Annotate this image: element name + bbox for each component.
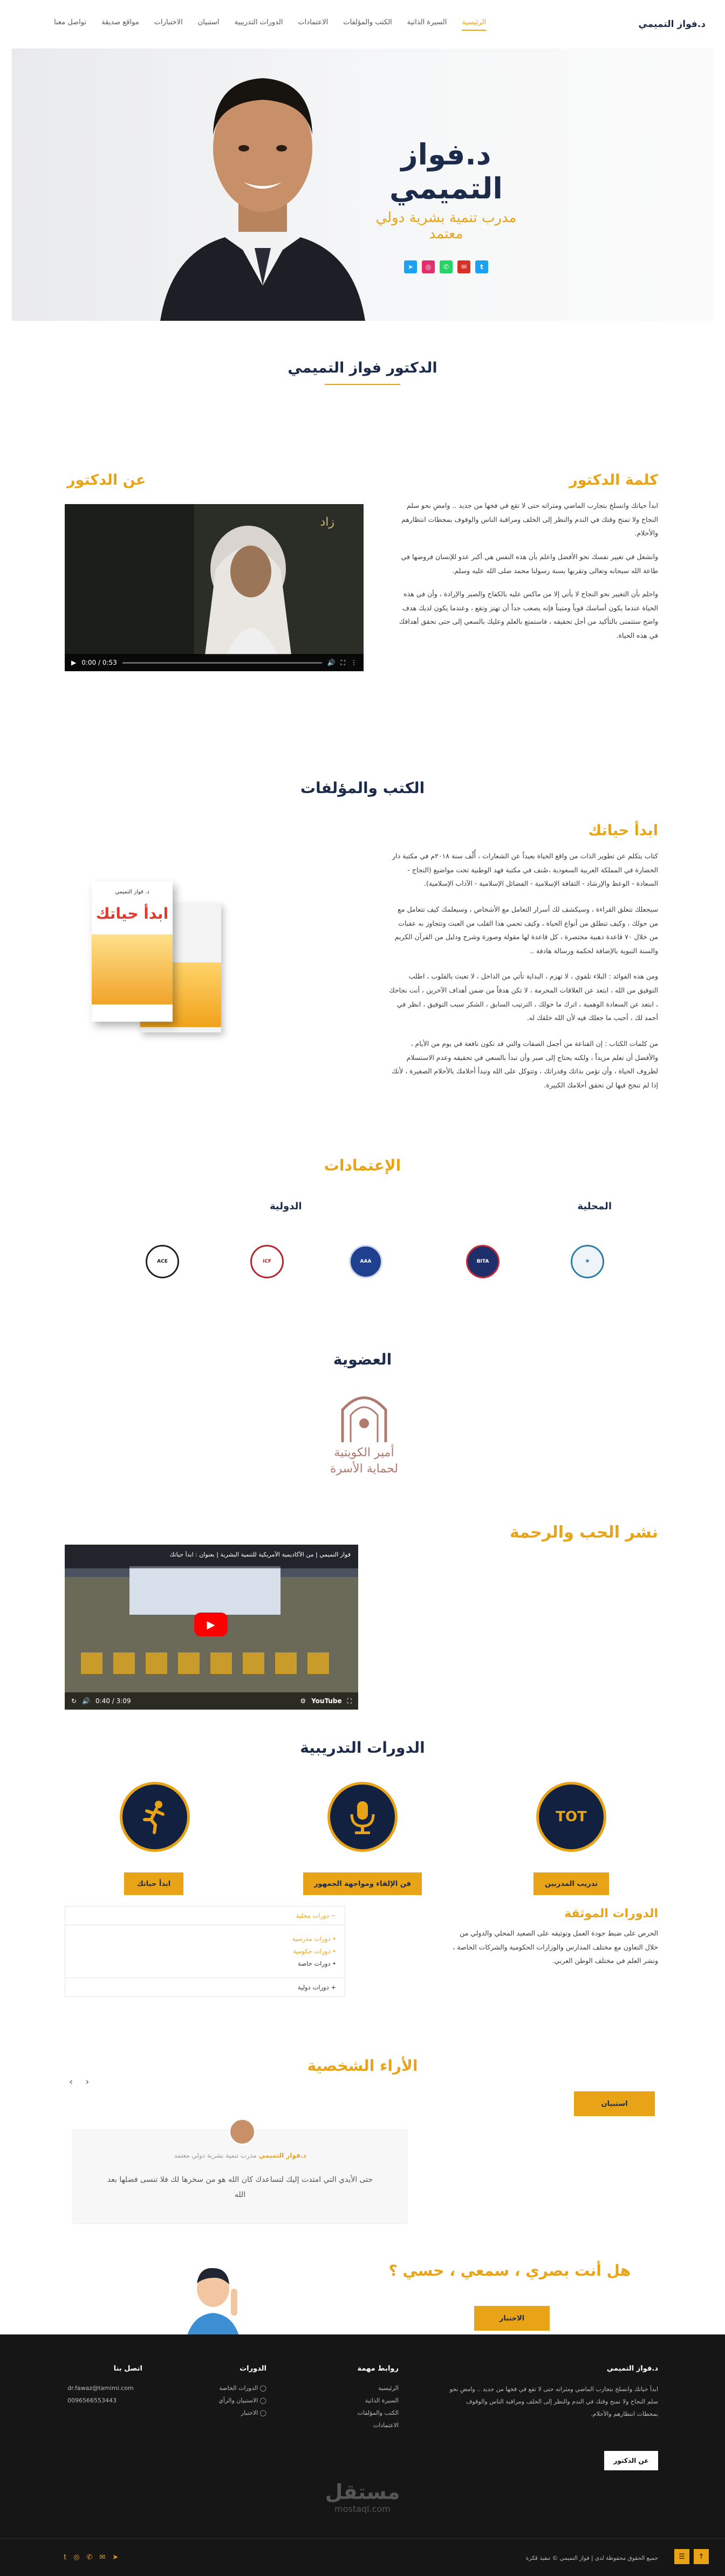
accordion-intl-label: دورات دولية [297, 1983, 329, 1991]
spread-section [0, 1512, 725, 1728]
testimonial-avatar [229, 2118, 256, 2145]
youtube-logo[interactable]: YouTube [311, 1697, 342, 1705]
books-title: الكتب والمؤلفات [300, 779, 425, 797]
intro-section [0, 321, 725, 423]
youtube-time: 0:40 / 3:09 [95, 1697, 131, 1705]
book-paragraph: سيجعلك تتعلق القراءة ، وسيكشف لك أسرار التعامل مع الأشخاص ، وسيعلمك كيف تتعامل مع من حولك ، وكيف تنطلق من أنواع الحياة ، وكيف تحمي هذا القلب من العبث وتتجاوز به عقبات من خلال ٧٠ قاعدة ذهبية مختصرة ، كل قاعدة لها مقولة وصورة وشرح ودليل من القرآن الكريم والسنة النبوية بالإضافة لحكمة ورسالة هادفة .. [394, 905, 658, 955]
nav-item-books[interactable]: الكتب والمؤلفات [343, 18, 392, 26]
course-button-start-life[interactable]: ابدأ حياتك [124, 1872, 183, 1895]
nav-item-courses[interactable]: الدورات التدريبية [234, 18, 283, 26]
accreditations-title: الإعتمادات [324, 1156, 401, 1174]
book-paragraph: من كلمات الكتاب : إن القناعة من أجمل الصفات والتي قد تكون نافعة في يوم من الأيام ، والأفضل أن تعلم مزيداً ، ولكنه يحتاج إلى صبر وأن تبدأ بالسعي في تحقيقه وعدم الاستسلام لظروف الحياة ، وأن تؤمن بذاتك وقدراتك ، وتتوكل على الله وتبدأ أحلامك بالأحلام الصغيرة ، لأنك إذا لم تنجح فيها لن تحقق أحلامك الكبيرة. [392, 1039, 658, 1089]
telegram-icon[interactable]: ➤ [404, 260, 417, 273]
accordion-local[interactable] [65, 1906, 345, 1925]
chevron-right-icon[interactable]: › [85, 2076, 90, 2088]
svg-text:زاد: زاد [320, 515, 334, 529]
twitter-icon[interactable]: t [475, 260, 488, 273]
watermark-text: مستقل [325, 2480, 400, 2504]
book-front [92, 881, 173, 1022]
hero-banner [12, 49, 713, 321]
whatsapp-icon[interactable]: ✆ [86, 2553, 93, 2561]
documented-section [0, 1895, 725, 2057]
footer-links-title: روابط مهمة [357, 2365, 399, 2373]
video-progress[interactable] [122, 662, 322, 664]
course-button-speaking[interactable]: فن الإلقاء ومواجهة الجمهور [303, 1872, 422, 1895]
survey-button[interactable]: استبيان [574, 2091, 655, 2116]
about-video[interactable] [65, 504, 364, 671]
membership-title: العضوية [333, 1351, 392, 1368]
local-label: المحلية [577, 1201, 612, 1212]
youtube-play-icon[interactable]: ▶ [194, 1613, 228, 1636]
accordion-child[interactable]: • دورات خاصة [298, 1960, 336, 1967]
book-text [388, 849, 658, 1092]
accordion-child-label: دورات حكومية [293, 1947, 331, 1955]
intl-label: الدولية [270, 1201, 302, 1212]
word-paragraph: ابدأ حياتك وانسلخ بتجارب الماضي ومثراته حتى لا تقع في فخها من جديد .. وامضِ نحو سلم النجاح ولا تمنح وقتك في الندم والنظر إلى الخلف ومراقبة الناس والوقوف بمحطات انتظارهم والأحلام. [401, 501, 658, 538]
volume-icon[interactable]: 🔊 [82, 1697, 91, 1705]
watermark-subtext: mostaql.com [334, 2504, 391, 2514]
spread-title: نشر الحب والرحمة [509, 1523, 658, 1542]
hero-text [357, 137, 535, 273]
footer-about-button[interactable]: عن الدكتور [604, 2451, 658, 2470]
word-paragraph: واحلم بأن التغيير نحو النجاح لا يأتي إلا من ماكس عليه بالكفاح والصبر والإرادة ، وأن في هذه الحياة عندما يكون أساسك قوياً ومتيناً فإنه يصعب جداً أن تهتز وتقع ، وعندما يكون لديك هدف واضح ستتمنى بالتأكيد من أجل تحقيقه ، فاستمتع بالعلم وعليك بالسعي إلى حتى تحقق أهدافك في هذه الحياة. [399, 590, 658, 639]
accordion-child-label: دورات مدرسية [292, 1935, 331, 1943]
site-footer [0, 2334, 725, 2576]
testimonial-name: د.فواز التميمي [258, 2152, 306, 2159]
footer-contact-title: اتصل بنا [113, 2365, 142, 2373]
documented-title: الدورات الموثقة [564, 1907, 658, 1920]
opinions-section [0, 2057, 725, 2256]
scroll-controls [674, 2549, 709, 2564]
mostaql-watermark [309, 2480, 416, 2514]
accordion-local-label: دورات محلية [296, 1912, 329, 1919]
book-cover-title: ابدأ حياتك [95, 905, 169, 922]
carousel-arrows [69, 2076, 89, 2088]
accordion-local-panel [65, 1925, 345, 1978]
footer-copyright: جميع الحقوق محفوظة لدى | فواز التميمي © تنفيذ ڤكرة [525, 2555, 658, 2561]
accordion-child-label: دورات خاصة [298, 1960, 331, 1967]
footer-link[interactable]: السيرة الذاتية [365, 2397, 399, 2405]
youtube-video[interactable] [65, 1545, 358, 1710]
testimonial-role: مدرب تنمية بشرية دولي معتمد [174, 2152, 257, 2159]
membership-logo-text [310, 1445, 418, 1477]
video-frame [65, 504, 364, 655]
more-icon[interactable]: ⋮ [351, 659, 357, 666]
settings-icon[interactable]: ⚙ [300, 1697, 306, 1705]
replay-icon[interactable]: ↻ [71, 1697, 77, 1705]
top-header [0, 0, 725, 49]
footer-phone[interactable]: 0096566553443 [67, 2397, 117, 2405]
fullscreen-icon[interactable]: ⛶ [340, 658, 345, 666]
runner-icon[interactable] [120, 1782, 190, 1852]
fullscreen-icon[interactable]: ⛶ [347, 1697, 352, 1705]
footer-link[interactable]: الرئيسية [378, 2385, 399, 2392]
word-paragraph: وانشغل في تغيير نفسك نحو الأفضل واعلم بأن هذه النفس هي أكبر عدو للإنسان فروضها في طاعة الله سبحانه وتعالى وتقربها بسنة رسولنا محمد صلى الله عليه وسلم. [401, 552, 658, 575]
hero-subtitle: مدرب تنمية بشرية دولي معتمد [375, 210, 517, 242]
word-title: كلمة الدكتور [569, 472, 658, 488]
nav-item-survey[interactable]: استبيان [197, 18, 220, 26]
courses-title: الدورات التدريبية [300, 1739, 425, 1757]
book-cover-author: د. فواز التميمي [115, 889, 149, 895]
quiz-title: هل أنت بصري ، سمعي ، حسي ؟ [388, 2262, 631, 2279]
opinions-title: الأراء الشخصية [307, 2057, 418, 2075]
accreditations-section [0, 1156, 725, 1334]
footer-course-link[interactable]: ◯ الاختبار [241, 2409, 266, 2417]
accordion-child[interactable]: • دورات حكومية [293, 1947, 336, 1955]
intro-title: الدكتور فواز التميمي [288, 360, 437, 376]
footer-email[interactable]: dr.fawaz@tamimi.com [67, 2385, 134, 2392]
quiz-button[interactable]: الاختبار [474, 2306, 550, 2331]
whatsapp-icon[interactable]: ✆ [440, 260, 453, 273]
membership-section [0, 1334, 725, 1512]
chevron-left-icon[interactable]: ‹ [69, 2076, 73, 2088]
instagram-icon[interactable]: ◎ [73, 2553, 80, 2561]
word-text [388, 499, 658, 643]
book-paragraph: ومن هذه الفوائد : البلاء تلقوي ، لا تهزم ، البداية تأتي من الداخل ، لا تعبث بالقلوب ، اطلب التوفيق من الله ، ابتعد عن العلاقات المحرمة ، لا تكن هدفاً من ضمن أهداف الآخرين ، أنت نجاحك ، ابتعد عن السعادة الوهمية ، اترك ما حولك ، الترتيب السابق ، الشكر سبب التوفيق ، انظر في أحمد لك ، أحبب ما جعلك فيه لأن الله خلقك له. [389, 972, 658, 1022]
plus-icon: + [329, 1983, 336, 1991]
footer-link[interactable]: الاعتمادات [373, 2422, 399, 2429]
hero-name: د.فواز التميمي [389, 137, 503, 205]
testimonial-header [73, 2152, 407, 2159]
footer-contact [67, 2382, 134, 2407]
tot-icon-text: TOT [556, 1809, 587, 1825]
footer-course-label: الاستبيان والرأي [218, 2397, 258, 2405]
footer-links [358, 2382, 399, 2432]
book-cover-image [92, 881, 232, 1065]
scroll-top-icon[interactable]: ↑ [694, 2549, 709, 2564]
footer-about-text: ابدأ حياتك وانسلخ بتجارب الماضي ومثراته حتى لا تقع في فخها من جديد .. وامضِ نحو سلم النجاح ولا تمنح وقتك في الندم والنظر إلى الخلف ومراقبة الناس والوقوف بمحطات انتظارهم والأحلام. [449, 2386, 658, 2418]
footer-courses-title: الدورات [240, 2365, 266, 2373]
youtube-video-title[interactable]: فواز التميمي | من الأكاديمية الأمريكية للتنمية البشرية | بعنوان : ابدأ حياتك [169, 1551, 351, 1558]
footer-courses [218, 2382, 266, 2419]
tot-icon[interactable] [536, 1782, 606, 1852]
course-button-tot[interactable]: تدريب المدربين [534, 1872, 609, 1895]
membership-logo-line: لحماية الأسرة [330, 1462, 398, 1476]
intro-underline [325, 384, 400, 385]
telegram-icon[interactable]: ➤ [112, 2553, 119, 2561]
courses-section [0, 1728, 725, 1895]
footer-course-link[interactable]: ◯ الدورات الخاصة [219, 2385, 266, 2392]
nav-item-friend-sites[interactable]: مواقع صديقة [101, 18, 139, 26]
book-title: ابدأ حياتك [588, 822, 658, 839]
icf-badge: ICF [250, 1245, 284, 1278]
instagram-icon[interactable]: ◎ [422, 260, 435, 273]
courses-accordion [65, 1906, 345, 1997]
nav-item-accreditations[interactable]: الاعتمادات [298, 18, 329, 26]
aaa-badge: AAA [349, 1245, 382, 1278]
video-time: 0:00 / 0:53 [81, 659, 117, 666]
ace-badge: ACE [146, 1245, 179, 1278]
testimonial-card [73, 2130, 407, 2224]
footer-social [64, 2553, 118, 2561]
chat-icon[interactable]: ☰ [674, 2549, 689, 2564]
bita-badge: BITA [466, 1245, 500, 1278]
accordion-child[interactable]: • دورات مدرسية [292, 1935, 336, 1943]
books-section [0, 768, 725, 1156]
nav-item-cv[interactable]: السيرة الذاتية [407, 18, 447, 26]
play-icon[interactable]: ▶ [71, 659, 77, 666]
site-logo[interactable]: د.فواز التميمي [638, 19, 706, 30]
mic-icon[interactable] [327, 1782, 398, 1852]
about-title: عن الدكتور [67, 472, 146, 488]
testimonial-text: حتى الأيدي التي امتدت إليك لتساعدك كان الله هو من سخرها لك فلا تنسى فضلها بعد الله [107, 2175, 373, 2199]
hero-social-links [357, 260, 535, 273]
volume-icon[interactable]: 🔊 [327, 659, 336, 666]
email-icon[interactable]: ✉ [99, 2553, 106, 2561]
video-controls[interactable] [65, 654, 364, 671]
email-icon[interactable]: ✉ [457, 260, 470, 273]
hero-portrait [149, 49, 376, 321]
footer-about-title: د.فواز التميمي [606, 2365, 658, 2373]
nav-item-contact[interactable]: تواصل معنا [54, 18, 87, 26]
accordion-intl[interactable] [65, 1978, 345, 1996]
nav-item-tests[interactable]: الاختبارات [154, 18, 183, 26]
footer-link[interactable]: الكتب والمؤلفات [357, 2409, 399, 2417]
book-paragraph: كتاب يتكلم عن تطوير الذات من واقع الحياة بعيداً عن الشعارات ، أُلّف سنة ٢٠١٨م في مكتبة دار الحضارة في المملكة العربية السعودية ،صُنف في مكتبة فهد الوطنية تحت مواضيع (النجاح - السعادة - الوعظ والإرشاد - الثقافة الإسلامية - الفضائل الإسلامية - الآداب الإسلامية). [392, 852, 658, 888]
footer-course-link[interactable]: ◯ الاستبيان والرأي [218, 2397, 266, 2405]
twitter-icon[interactable]: t [64, 2553, 67, 2561]
main-nav [54, 18, 486, 31]
youtube-controls[interactable] [65, 1692, 358, 1710]
about-section [0, 423, 725, 768]
footer-course-label: الدورات الخاصة [219, 2385, 258, 2392]
local-seal-badge: ✺ [571, 1245, 604, 1278]
membership-logo-line: أمير الكويتية [334, 1446, 394, 1459]
footer-course-label: الاختبار [241, 2409, 258, 2417]
nav-item-home[interactable]: الرئيسية [462, 18, 486, 31]
documented-text: الحرص على ضبط جودة العمل وتوثيقه على الصعيد المحلي والدولي من خلال التعاون مع مختلف المدارس والوزارات الحكومية والشركات الخاصة ، ونشر العلم في مختلف الوطن العربي. [453, 1929, 658, 1965]
minus-icon: − [329, 1912, 336, 1919]
